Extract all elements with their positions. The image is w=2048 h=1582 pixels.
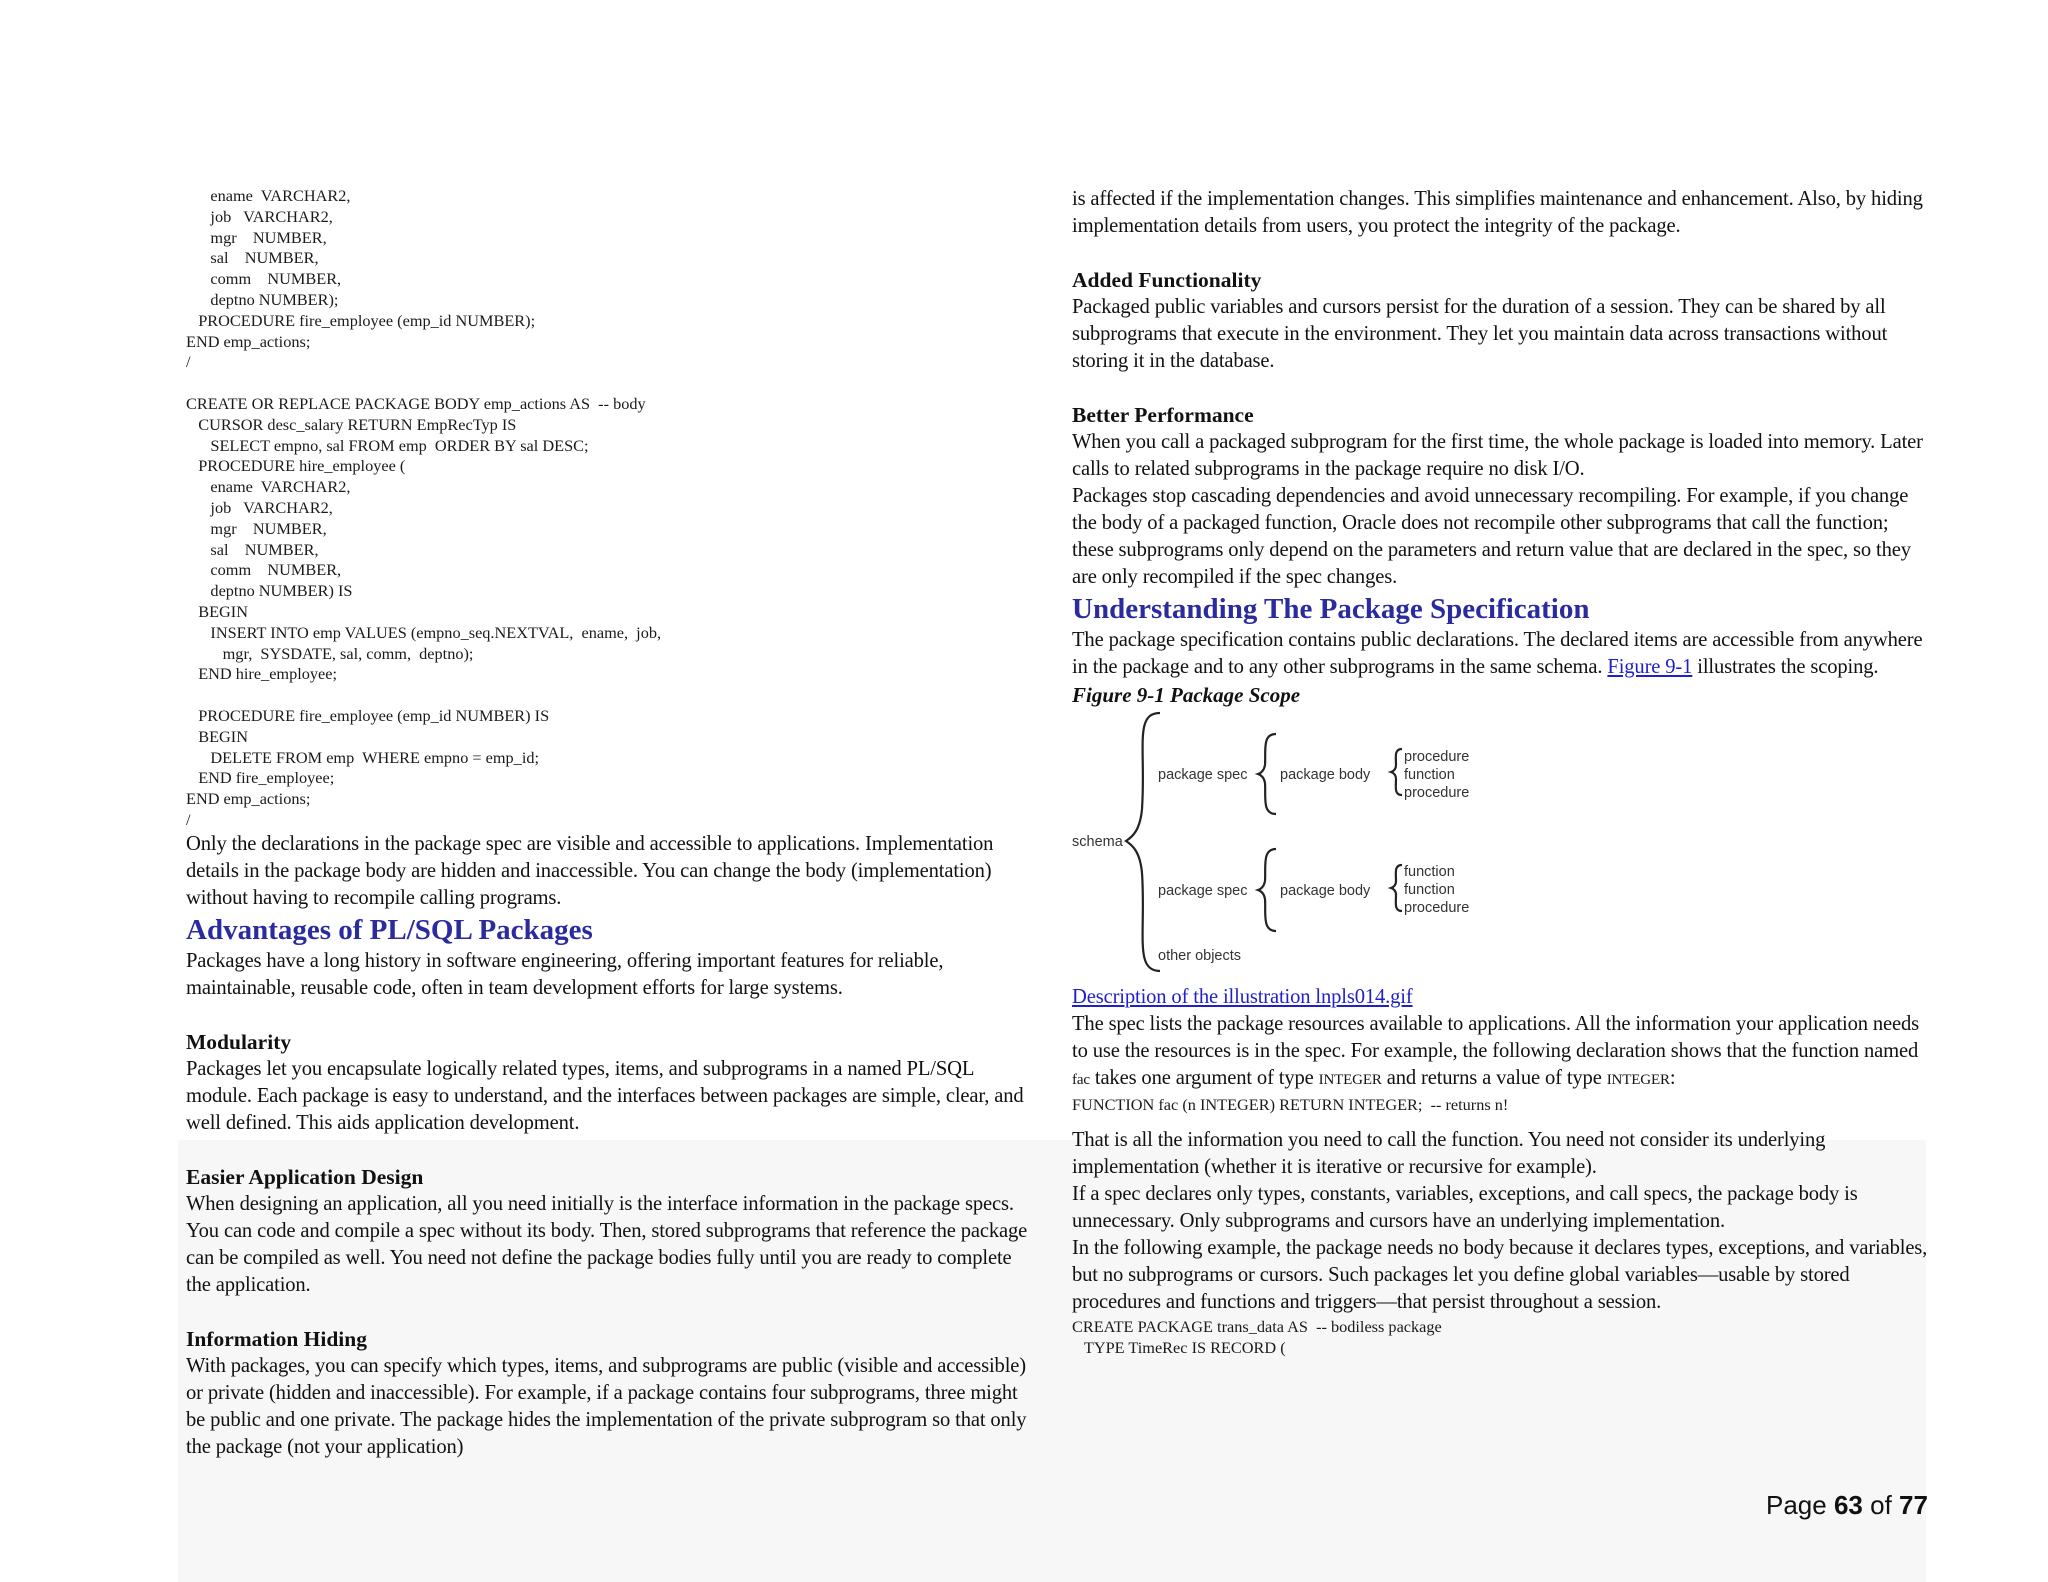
figure-schema-label: schema: [1072, 834, 1123, 850]
code-bodiless-package: CREATE PACKAGE trans_data AS -- bodiless package TYPE TimeRec IS RECORD (: [1072, 1317, 1442, 1357]
figure-item-2-1: function: [1404, 864, 1455, 880]
spec-heading: Understanding The Package Specification: [1072, 593, 1590, 625]
figure-brace-items-1: [1391, 749, 1402, 795]
types-paragraph: If a spec declares only types, constants, variables, exceptions, and call specs, the package body is unnecessary. Only subprograms and cursors have an underlying implementation.: [1072, 1183, 1858, 1232]
all-info-paragraph: That is all the information you need to call the function. You need not consider its underlying implementation (whether it is iterative or recursive for example).: [1072, 1129, 1826, 1178]
left-column: [186, 186, 1036, 1461]
figure-body-label-2: package body: [1280, 883, 1371, 899]
advantages-paragraph: Packages have a long history in software engineering, offering important features for reliable, maintainable, reusable code, often in team development efforts for large systems.: [186, 949, 944, 999]
figure-item-1-3: procedure: [1404, 785, 1470, 801]
example-paragraph: In the following example, the package needs no body because it declares types, exceptions, and variables, but no subprograms or cursors. Such packages let you define global variables—usable by stored procedures and functions and triggers—that persist throughout a session.: [1072, 1237, 1928, 1313]
modularity-heading: Modularity: [186, 1029, 292, 1054]
spec-paragraph: The package specification contains public declarations. The declared items are accessible from anywhere in the package and to any other subprograms in the same schema. Figure 9-1 illustrates the scoping.: [1072, 629, 1923, 678]
continued-paragraph: is affected if the implementation changes. This simplifies maintenance and enhancement. Also, by hiding implementation details from users, you protect the integrity of the package.: [1072, 188, 1923, 237]
package-scope-figure: [1072, 709, 1492, 979]
performance-paragraph-1: When you call a packaged subprogram for the first time, the whole package is loaded into memory. Later calls to related subprograms in the package require no disk I/O.: [1072, 431, 1923, 480]
page-footer: Page 63 of 77: [1766, 1490, 1928, 1520]
figure-spec-label-2: package spec: [1158, 883, 1248, 899]
figure-spec-label-1: package spec: [1158, 767, 1248, 783]
code-integer-1: INTEGER: [1318, 1072, 1382, 1088]
performance-heading: Better Performance: [1072, 403, 1254, 427]
code-fac: fac: [1072, 1072, 1090, 1088]
figure-body-label-1: package body: [1280, 767, 1371, 783]
hiding-heading: Information Hiding: [186, 1326, 367, 1351]
design-heading: Easier Application Design: [186, 1164, 424, 1189]
figure-item-1-1: procedure: [1404, 749, 1470, 765]
functionality-heading: Added Functionality: [1072, 268, 1262, 292]
right-column: [1072, 186, 1932, 1358]
code-integer-2: INTEGER: [1606, 1072, 1670, 1088]
code-function-fac: FUNCTION fac (n INTEGER) RETURN INTEGER; -- returns n!: [1072, 1095, 1509, 1114]
figure-brace-schema: [1126, 713, 1160, 971]
illustration-description-link[interactable]: Description of the illustration lnpls014.gif: [1072, 986, 1413, 1008]
modularity-paragraph: Packages let you encapsulate logically related types, items, and subprograms in a named PL/SQL module. Each package is easy to understand, and the interfaces between packages are simple, clear, and well defined. This aids application development.: [186, 1057, 1024, 1134]
figure-brace-spec-2: [1258, 849, 1276, 931]
code-listing-package-body: ename VARCHAR2, job VARCHAR2, mgr NUMBER, sal NUMBER, comm NUMBER, deptno NUMBER); PROCEDURE fire_employee (emp_id NUMBER); END emp_actions; / CREATE OR REPLACE PACKAGE BODY emp_actions AS -- body CURSOR desc_salary RETURN EmpRecTyp IS SELECT empno, sal FROM emp ORDER BY sal DESC; PROCEDURE hire_employee ( ename VARCHAR2, job VARCHAR2, mgr NUMBER, sal NUMBER, comm NUMBER, deptno NUMBER) IS BEGIN INSERT INTO emp VALUES (empno_seq.NEXTVAL, ename, job, mgr, SYSDATE, sal, comm, deptno); END hire_employee; PROCEDURE fire_employee (emp_id NUMBER) IS BEGIN DELETE FROM emp WHERE empno = emp_id; END fire_employee; END emp_actions; /: [186, 186, 662, 829]
page-total: 77: [1899, 1490, 1928, 1520]
design-paragraph: When designing an application, all you need initially is the interface information in the package specs. You can code and compile a spec without its body. Then, stored subprograms that reference the package can be compiled as well. You need not define the package bodies fully until you are ready to complete the application.: [186, 1192, 1028, 1296]
intro-paragraph: Only the declarations in the package spec are visible and accessible to applications. Implementation details in the package body are hidden and inaccessible. You can change the body (implementation) without having to recompile calling programs.: [186, 832, 994, 909]
figure-brace-body-1: [1258, 734, 1276, 814]
figure-other-objects-label: other objects: [1158, 948, 1242, 964]
figure-item-2-3: procedure: [1404, 900, 1470, 916]
spec-lists-paragraph: The spec lists the package resources available to applications. All the information your application needs to use the resources is in the spec. For example, the following declaration shows that the function named fac takes one argument of type INTEGER and returns a value of type INTEGER:: [1072, 1013, 1920, 1089]
functionality-paragraph: Packaged public variables and cursors persist for the duration of a session. They can be shared by all subprograms that execute in the environment. They let you maintain data across transactions without storing it in the database.: [1072, 296, 1888, 372]
figure-item-2-2: function: [1404, 882, 1455, 898]
figure-caption: Figure 9-1 Package Scope: [1072, 683, 1301, 707]
performance-paragraph-2: Packages stop cascading dependencies and avoid unnecessary recompiling. For example, if you change the body of a packaged function, Oracle does not recompile other subprograms that call the function; these subprograms only depend on the parameters and return value that are declared in the spec, so they are only recompiled if the spec changes.: [1072, 485, 1911, 588]
advantages-heading: Advantages of PL/SQL Packages: [186, 913, 593, 946]
hiding-paragraph: With packages, you can specify which types, items, and subprograms are public (visible and accessible) or private (hidden and inaccessible). For example, if a package contains four subprograms, three might be public and one private. The package hides the implementation of the private subprogram so that only the package (not your application): [186, 1354, 1027, 1458]
figure-brace-items-2: [1391, 865, 1402, 911]
figure-9-1-link[interactable]: Figure 9-1: [1607, 656, 1693, 678]
figure-item-1-2: function: [1404, 767, 1455, 783]
page-number: 63: [1833, 1490, 1863, 1520]
